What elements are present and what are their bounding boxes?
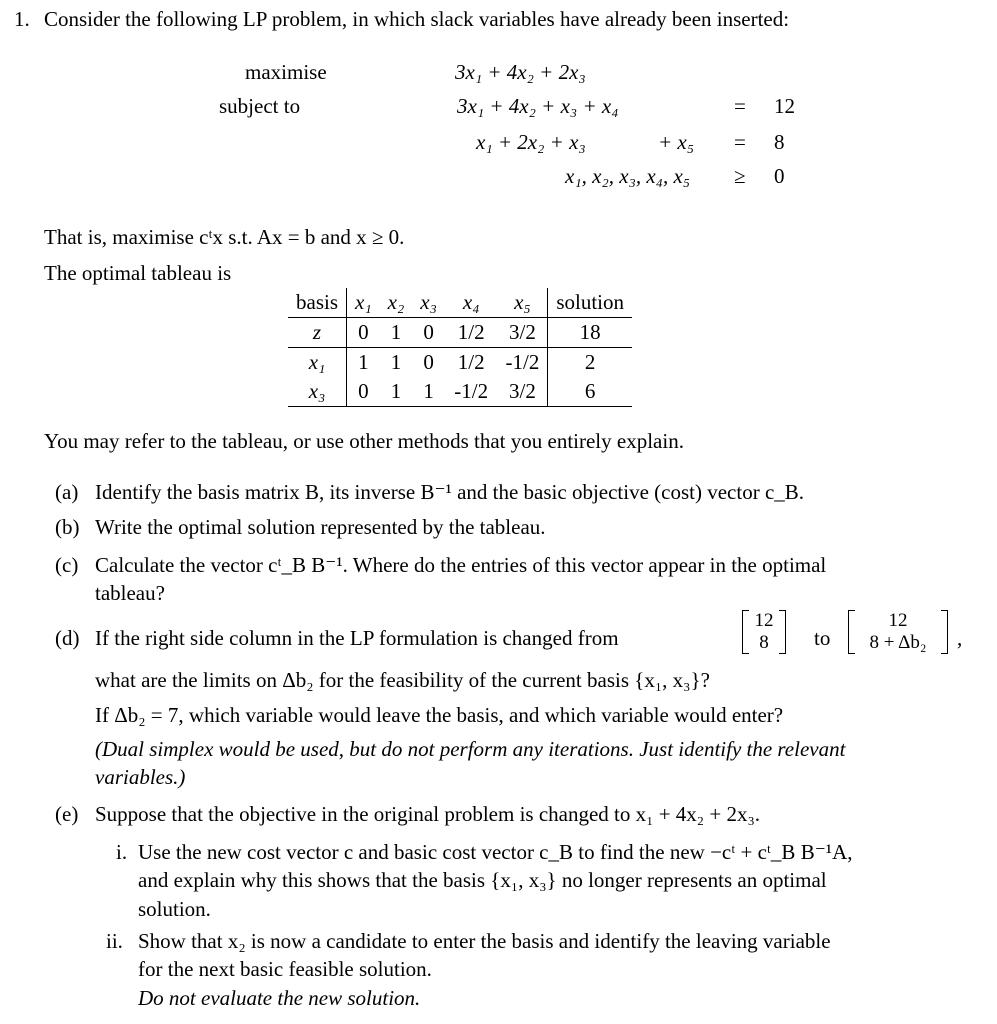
constraint2-relation: = (734, 130, 746, 154)
refer-note: You may refer to the tableau, or use other methods that you entirely explain. (44, 429, 684, 453)
subject-to-label: subject to (219, 94, 301, 118)
row-z-basis: z (288, 318, 347, 348)
header-x1: x₁ (347, 288, 380, 318)
table-cell: 1/2 (457, 350, 485, 374)
summary-text: That is, maximise cᵗx s.t. Ax = b and x ≥ 0. (44, 225, 405, 249)
header-x3: x₃ (412, 288, 445, 318)
part-e-ii-text-line3: Do not evaluate the new solution. (138, 986, 421, 1010)
header-x2: x₂ (380, 288, 413, 318)
table-cell: 0 (423, 350, 434, 374)
header-x4: x₄ (445, 288, 498, 318)
part-a-text: Identify the basis matrix B, its inverse B⁻¹ and the basic objective (cost) vector c_B. (95, 480, 805, 504)
part-d-text-line2: what are the limits on Δb₂ for the feasibility of the current basis {x₁, x₃}? (95, 668, 710, 692)
table-row (288, 348, 632, 378)
constraint1-relation: = (734, 94, 746, 118)
table-cell: 2 (548, 348, 632, 378)
rhs-vector-original (742, 610, 786, 654)
problem-number: 1. (14, 7, 30, 31)
nonnegativity-lhs: x₁, x₂, x₃, x₄, x₅ (565, 164, 691, 188)
problem-intro: Consider the following LP problem, in which slack variables have already been inserted: (44, 7, 790, 31)
header-solution: solution (548, 288, 632, 318)
constraint2-slack: + x₅ (658, 130, 695, 154)
table-row (288, 377, 632, 407)
constraint1-rhs: 12 (774, 94, 795, 118)
part-d-text-line3: If Δb₂ = 7, which variable would leave the basis, and which variable would enter? (95, 703, 784, 727)
part-e-i-text-line1: Use the new cost vector c and basic cost vector c_B to find the new −cᵗ + cᵗ_B B⁻¹A, (138, 840, 853, 864)
table-cell: 1 (358, 350, 369, 374)
optimal-tableau (288, 288, 632, 407)
part-c-text-line1: Calculate the vector cᵗ_B B⁻¹. Where do the entries of this vector appear in the optimal (95, 553, 827, 577)
part-c-label: (c) (55, 553, 79, 577)
row-x3-basis: x₃ (288, 377, 347, 407)
vector-new-top: 12 (888, 610, 908, 631)
part-b-text: Write the optimal solution represented by the tableau. (95, 515, 546, 539)
table-cell: 1/2 (445, 318, 498, 348)
rhs-vector-new (848, 610, 948, 654)
vector-original-bottom: 8 (759, 632, 769, 653)
table-cell: 0 (347, 377, 380, 407)
table-cell: 18 (548, 318, 632, 348)
part-e-i-label: i. (116, 840, 128, 864)
table-row (288, 318, 632, 348)
part-b-label: (b) (55, 515, 80, 539)
table-cell: -1/2 (445, 377, 498, 407)
header-basis: basis (288, 288, 347, 318)
table-cell: 3/2 (498, 377, 548, 407)
vector-original-top: 12 (754, 610, 774, 631)
part-e-label: (e) (55, 802, 79, 826)
part-d-text-line1: If the right side column in the LP formulation is changed from (95, 626, 619, 650)
nonnegativity-relation: ≥ (734, 164, 746, 188)
objective-expression: 3x₁ + 4x₂ + 2x₃ (455, 60, 586, 84)
table-cell: 1 (412, 377, 445, 407)
part-d-text-line5: variables.) (95, 765, 186, 789)
part-d-text-line4: (Dual simplex would be used, but do not perform any iterations. Just identify the relevant (95, 737, 846, 761)
part-e-ii-label: ii. (106, 929, 123, 953)
part-e-ii-text-line2: for the next basic feasible solution. (138, 957, 432, 981)
header-x5: x₅ (498, 288, 548, 318)
part-e-text: Suppose that the objective in the original problem is changed to x₁ + 4x₂ + 2x₃. (95, 802, 761, 826)
part-e-ii-text-line1: Show that x₂ is now a candidate to enter the basis and identify the leaving variable (138, 929, 831, 953)
to-word: to (814, 626, 831, 650)
row-x1-basis: x₁ (288, 348, 347, 378)
comma-punctuation: , (957, 626, 963, 650)
constraint2-lhs: x₁ + 2x₂ + x₃ (476, 130, 586, 154)
table-cell: 6 (548, 377, 632, 407)
table-cell: -1/2 (505, 350, 540, 374)
table-cell: 0 (347, 318, 380, 348)
constraint1-lhs: 3x₁ + 4x₂ + x₃ + x₄ (457, 94, 619, 118)
part-e-i-text-line3: solution. (138, 897, 211, 921)
part-e-i-text-line2: and explain why this shows that the basis {x₁, x₃} no longer represents an optimal (138, 868, 827, 892)
part-a-label: (a) (55, 480, 79, 504)
table-cell: 3/2 (498, 318, 548, 348)
table-cell: 1 (390, 350, 402, 374)
tableau-intro: The optimal tableau is (44, 261, 232, 285)
vector-new-bottom: 8 + Δb₂ (869, 632, 927, 653)
table-cell: 1 (380, 318, 413, 348)
part-d-label: (d) (55, 626, 80, 650)
maximise-label: maximise (245, 60, 327, 84)
table-cell: 0 (412, 318, 445, 348)
nonnegativity-rhs: 0 (774, 164, 785, 188)
table-cell: 1 (380, 377, 413, 407)
constraint2-rhs: 8 (774, 130, 785, 154)
part-c-text-line2: tableau? (95, 581, 165, 605)
